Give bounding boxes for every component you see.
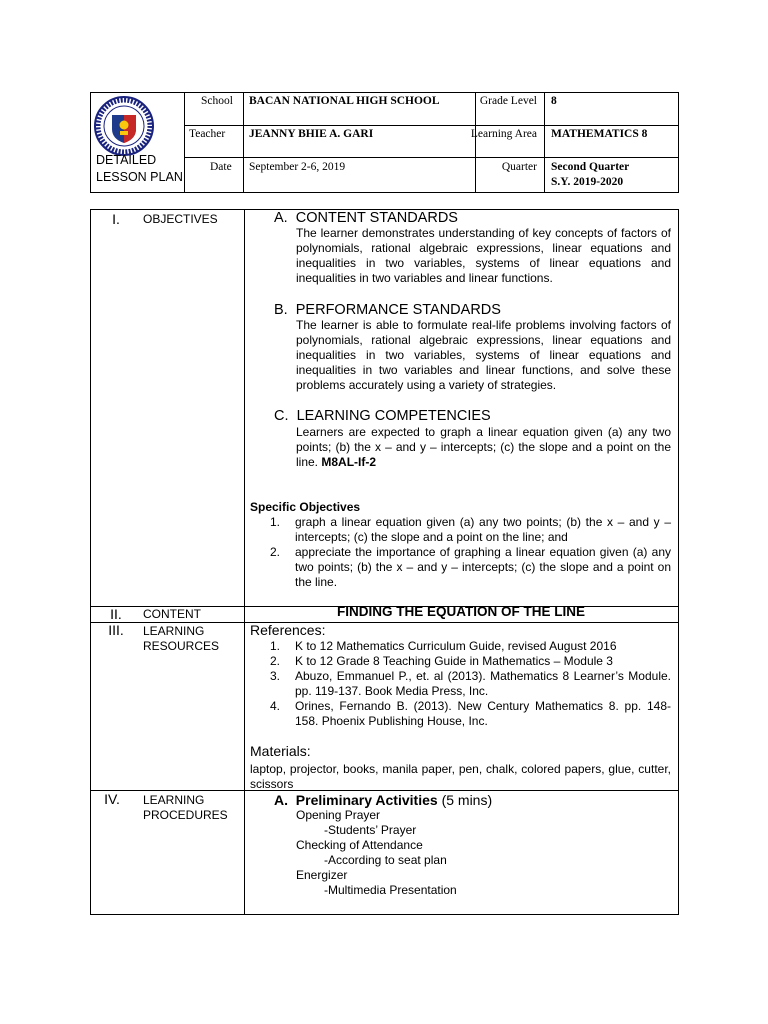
- content-standards-letter: A.: [274, 210, 288, 226]
- procedure-step-detail: -Multimedia Presentation: [324, 883, 457, 897]
- section-label-objectives: OBJECTIVES: [143, 212, 218, 226]
- materials-text: laptop, projector, books, manila paper, pen, chalk, colored papers, glue, cutter, scissors: [250, 762, 671, 791]
- school-value: BACAN NATIONAL HIGH SCHOOL: [249, 95, 440, 107]
- preliminary-activities-letter: A.: [274, 792, 288, 808]
- references-title: References:: [250, 622, 326, 638]
- section-number-resources: III.: [108, 622, 124, 638]
- performance-standards-heading: [274, 302, 501, 318]
- preliminary-activities-heading: [274, 792, 492, 808]
- section-label-procedures: LEARNING PROCEDURES: [143, 793, 228, 822]
- section-number-objectives: I.: [112, 211, 120, 227]
- section-label-resources: LEARNING RESOURCES: [143, 624, 220, 653]
- header-table: [90, 92, 679, 193]
- specific-objectives-list: [270, 515, 671, 590]
- grade-label: Grade Level: [479, 95, 537, 107]
- content-standards-heading: [274, 210, 458, 226]
- performance-standards-title: PERFORMANCE STANDARDS: [295, 302, 501, 318]
- quarter-value: Second Quarter: [551, 161, 630, 173]
- specific-objectives-title: Specific Objectives: [250, 500, 361, 514]
- references-list: [270, 639, 671, 729]
- preliminary-activities-time: (5 mins): [441, 792, 493, 808]
- materials-title: Materials:: [250, 743, 311, 759]
- reference-item: 1. K to 12 Mathematics Curriculum Guide, revised August 2016: [270, 639, 617, 653]
- procedure-step-title: Energizer: [296, 868, 348, 882]
- procedure-steps: [296, 808, 457, 898]
- reference-item: 4. Orines, Fernando B. (2013). New Century Mathematics 8. pp. 148-158. Phoenix Publishing House, Inc.: [270, 699, 671, 728]
- school-label: School: [201, 95, 233, 107]
- preliminary-activities-title: Preliminary Activities: [295, 792, 438, 808]
- competency-code: M8AL-If-2: [321, 455, 377, 469]
- content-standards-text: The learner demonstrates understanding of key concepts of factors of polynomials, rational algebraic expressions, linear equations and inequalities in two variables, systems of linear equations and inequalities in two variables and linear functions.: [296, 226, 671, 285]
- procedure-step-detail: -According to seat plan: [324, 853, 447, 867]
- learning-competencies-letter: C.: [274, 408, 289, 424]
- learning-competencies-block: [296, 425, 671, 470]
- quarter-label: Quarter: [501, 161, 537, 173]
- procedure-step-detail: -Students’ Prayer: [324, 823, 417, 837]
- reference-item: 2. K to 12 Grade 8 Teaching Guide in Mathematics – Module 3: [270, 654, 613, 668]
- procedure-step-title: Checking of Attendance: [296, 838, 423, 852]
- section-number-procedures: IV.: [104, 791, 120, 807]
- doc-title-line1: DETAILED: [96, 153, 157, 167]
- learning-competencies-title: LEARNING COMPETENCIES: [296, 408, 491, 424]
- section-number-content: II.: [110, 606, 122, 622]
- section-label-content: CONTENT: [143, 607, 201, 621]
- date-value: September 2-6, 2019: [249, 161, 346, 173]
- procedure-step-title: Opening Prayer: [296, 808, 381, 822]
- learning-competencies-heading: [274, 408, 491, 424]
- reference-item: 3. Abuzo, Emmanuel P., et. al (2013). Mathematics 8 Learner’s Module. pp. 119-137. Book Media Press, Inc.: [270, 669, 671, 698]
- teacher-value: JEANNY BHIE A. GARI: [249, 128, 374, 140]
- area-label: Learning Area: [470, 128, 537, 140]
- date-label: Date: [210, 161, 232, 173]
- learning-competencies-text: Learners are expected to graph a linear equation given (a) any two points; (b) the x – and y – intercepts; (c) the slope and a point on the line.: [296, 425, 671, 469]
- deped-seal-icon: [93, 95, 155, 157]
- teacher-label: Teacher: [189, 128, 226, 140]
- specific-objective-item: 2. appreciate the importance of graphing a linear equation given (a) any two points; (b) the x – and y – intercepts; (c) the slope and a point on the line.: [270, 545, 671, 589]
- grade-value: 8: [551, 95, 557, 107]
- performance-standards-letter: B.: [274, 302, 288, 318]
- performance-standards-text: The learner is able to formulate real-life problems involving factors of polynomials, rational algebraic expressions, linear equations and inequalities in two variables, systems of linear equations and inequalities in two variables and linear functions, and solve these problems accurately using a variety of strategies.: [296, 318, 671, 392]
- doc-title-line2: LESSON PLAN: [96, 170, 183, 184]
- school-year-value: S.Y. 2019-2020: [551, 176, 624, 188]
- lesson-topic-title: FINDING THE EQUATION OF THE LINE: [337, 604, 585, 619]
- area-value: MATHEMATICS 8: [551, 128, 648, 140]
- specific-objective-item: 1. graph a linear equation given (a) any two points; (b) the x – and y – intercepts; (c) the slope and a point on the line; and: [270, 515, 671, 544]
- content-standards-title: CONTENT STANDARDS: [295, 210, 458, 226]
